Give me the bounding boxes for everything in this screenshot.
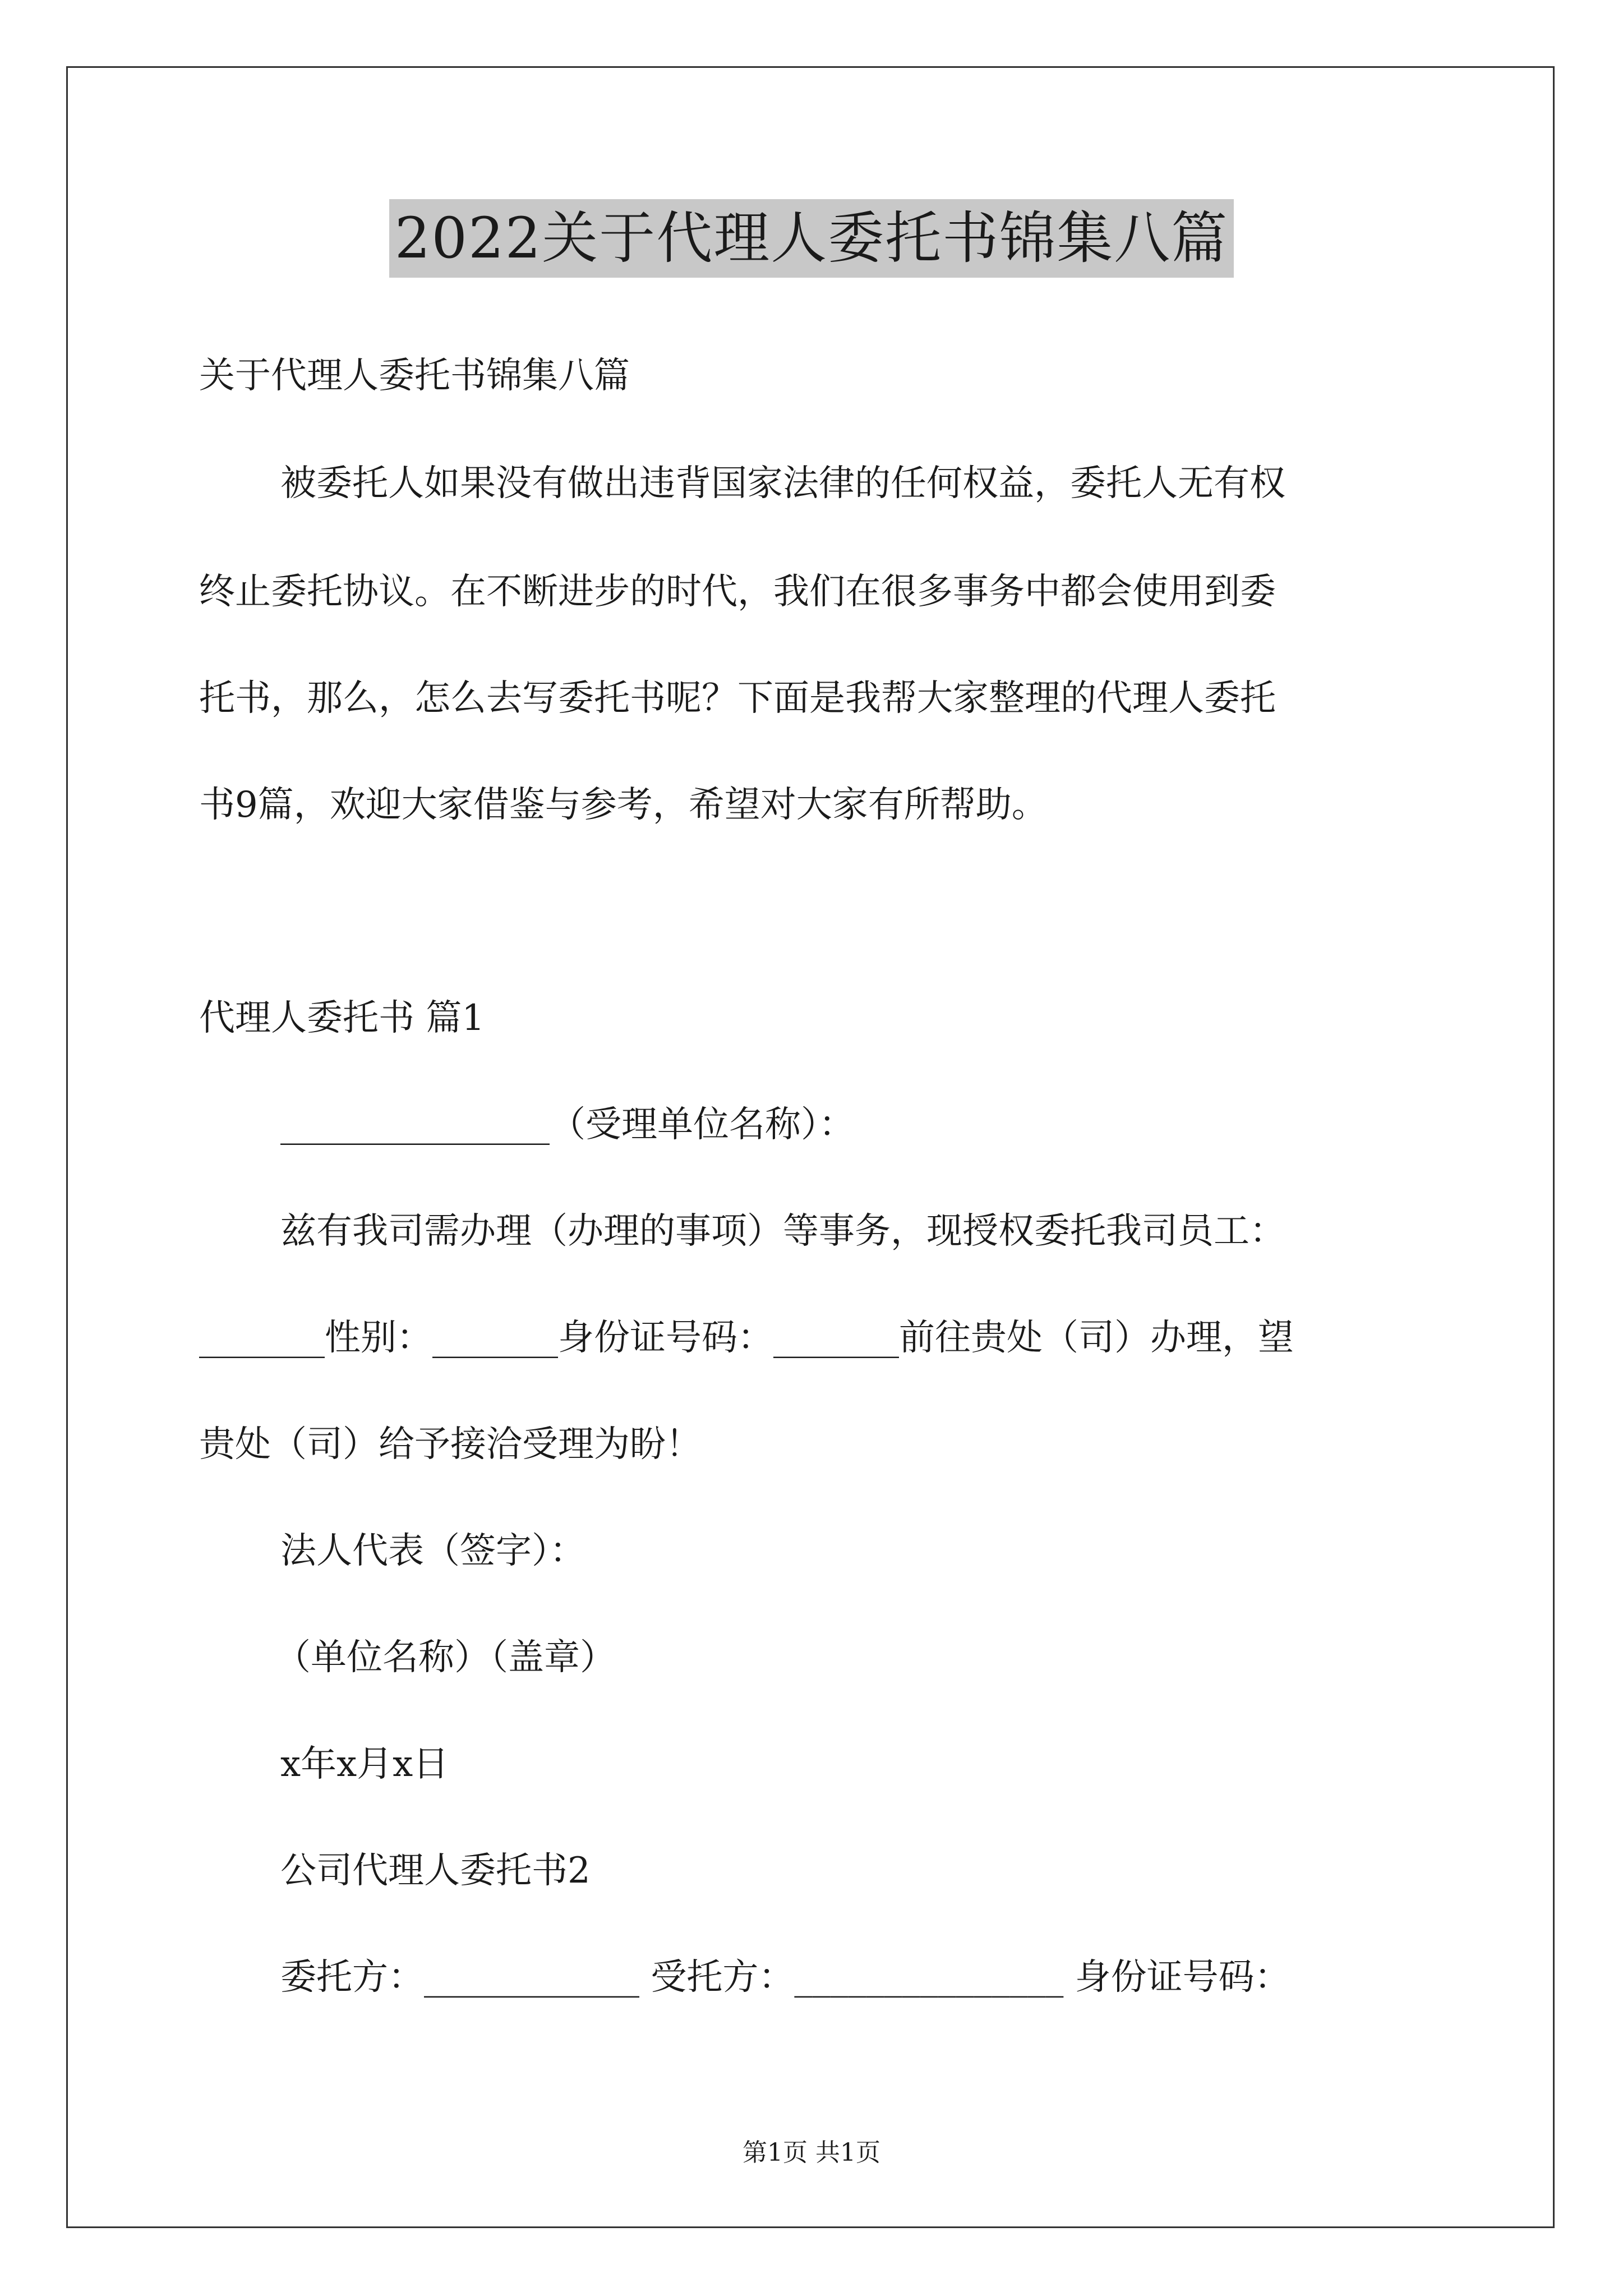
title-wrap: [0, 199, 1623, 278]
intro-line-3: 托书，那么，怎么去写委托书呢？下面是我帮大家整理的代理人委托: [199, 678, 1276, 719]
recipient-line: _______________（受理单位名称）：: [280, 1104, 855, 1145]
date-line: x年x月x日: [280, 1743, 449, 1785]
section-heading-1: 代理人委托书 篇1: [199, 997, 485, 1039]
document-title: 2022关于代理人委托书锦集八篇: [389, 199, 1234, 278]
body-line-2: _______性别：_______身份证号码：_______前往贵处（司）办理，望: [199, 1317, 1294, 1359]
body-line-1: 兹有我司需办理（办理的事项）等事务，现授权委托我司员工：: [280, 1211, 1285, 1252]
intro-line-1: 被委托人如果没有做出违背国家法律的任何权益，委托人无有权: [280, 463, 1285, 504]
signature-line: 法人代表（签字）：: [280, 1530, 585, 1572]
seal-line: （单位名称）（盖章）: [275, 1637, 616, 1678]
intro-line-4: 书9篇，欢迎大家借鉴与参考，希望对大家有所帮助。: [199, 784, 1048, 826]
body-line-3: 贵处（司）给予接洽受理为盼！: [199, 1424, 702, 1465]
intro-line-2: 终止委托协议。在不断进步的时代，我们在很多事务中都会使用到委: [199, 571, 1276, 613]
section-heading-2: 公司代理人委托书2: [280, 1850, 591, 1892]
page-footer: 第1页 共1页: [743, 2138, 880, 2167]
subtitle-line: 关于代理人委托书锦集八篇: [199, 355, 630, 397]
parties-line: 委托方：____________ 受托方：_______________ 身份证号码：: [280, 1957, 1290, 1998]
